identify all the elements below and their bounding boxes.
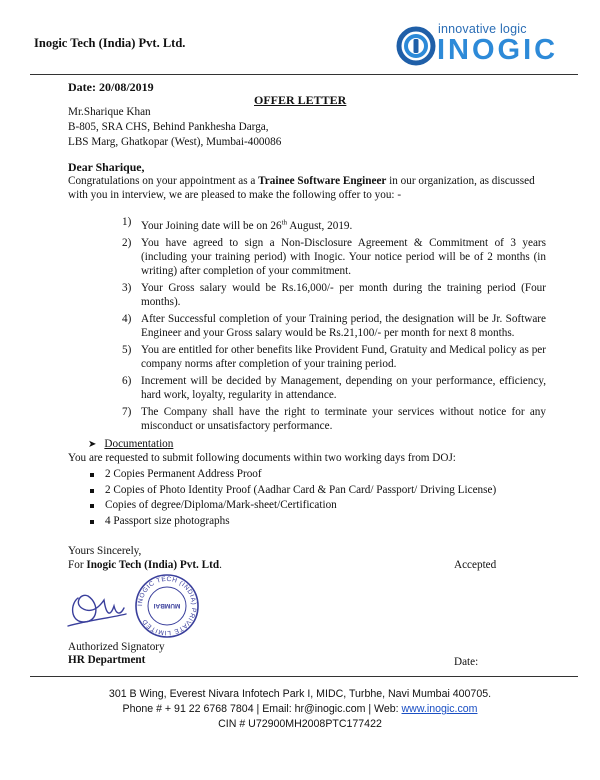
document-item: 4 Passport size photographs [88,514,496,530]
footer-cin: CIN # U72900MH2008PTC177422 [218,718,382,730]
offer-term: 5) You are entitled for other benefits like Provident Fund, Gratuity and Medical policy as per company norms after completion of your training period. [122,343,546,370]
greeting: Dear Sharique, [68,160,145,174]
letter-title: OFFER LETTER [254,93,347,107]
intro-text: in our organization, as discussed with you in interview, we are pleased to make the following offer to you: - [68,175,535,201]
svg-text:MUMBAI: MUMBAI [153,602,181,609]
intro-text: Congratulations on your appointment as a [68,175,259,187]
letter-date: Date: 20/08/2019 [68,80,154,94]
document-item: 2 Copies of Photo Identity Proof (Aadhar Card & Pan Card/ Passport/ Driving License) [88,483,496,499]
authorized-signatory: Authorized Signatory [68,641,165,653]
offer-term: 7) The Company shall have the right to terminate your services without notice for any misconduct or unsatisfactory performance. [122,405,546,432]
signature-and-stamp [60,570,210,642]
header-divider [30,74,578,75]
offer-term: 2) You have agreed to sign a Non-Disclosure Agreement & Commitment of 3 years (including your training period) with Inogic. Your notice period will be of 2 months (in writing) after completion of your commitment. [122,236,546,277]
square-bullet-icon [90,520,94,524]
address-line: B-805, SRA CHS, Behind Pankhesha Darga, [68,121,269,133]
offer-term-text: After Successful completion of your Training period, the designation will be Jr. Software Engineer and your Gross salary would be Rs.21,100/- per month for next 8 months. [141,312,546,339]
offer-term-text: You are entitled for other benefits like Provident Fund, Gratuity and Medical policy as per company norms after completion of your training period. [141,343,546,370]
documentation-heading [88,438,173,450]
company-stamp [136,575,198,637]
address-line: LBS Marg, Ghatkopar (West), Mumbai-400086 [68,136,282,148]
accepted-label: Accepted [454,559,497,571]
footer [0,687,600,732]
role-title: Trainee Software Engineer [258,175,387,187]
website-link[interactable]: www.inogic.com [401,703,478,715]
square-bullet-icon [90,504,94,508]
square-bullet-icon [90,473,94,477]
inogic-logo [396,22,566,72]
recipient-name: Mr.Sharique Khan [68,106,151,118]
hr-department: HR Department [68,654,146,666]
offer-term: 4) After Successful completion of your Training period, the designation will be Jr. Software Engineer and your Gross salary would be Rs.21,100/- per month for next 8 months. [122,312,546,339]
logo-swirl-icon [396,24,436,68]
documents-list [88,467,496,529]
offer-term-text: Increment will be decided by Management, depending on your performance, efficiency, hard work, loyalty, regularity in attendance. [141,374,546,401]
for-company: For Inogic Tech (India) Pvt. Ltd. [68,559,222,571]
square-bullet-icon [90,489,94,493]
handwritten-signature [68,595,126,626]
offer-term-text: The Company shall have the right to terminate your services without notice for any misconduct or unsatisfactory performance. [141,405,546,432]
footer-contact: Phone # + 91 22 6768 7804 | Email: hr@inogic.com | Web: www.inogic.com [122,703,478,715]
logo-tagline: innovative logic [438,22,527,36]
intro-paragraph [68,174,546,202]
offer-terms-list [122,215,546,436]
documentation-label: Documentation [104,438,174,450]
offer-term-text: Your Gross salary would be Rs.16,000/- per month during the training period (Four months). [141,281,546,308]
acceptance-date-label: Date: [454,656,479,668]
footer-divider [30,676,578,677]
footer-address: 301 B Wing, Everest Nivara Infotech Park I, MIDC, Turbhe, Navi Mumbai 400705. [108,688,492,700]
closing: Yours Sincerely, [68,545,142,557]
offer-term: 1) Your Joining date will be on 26th August, 2019. [122,216,353,232]
svg-text:INOGIC TECH (INDIA) PRIVATE LI: INOGIC TECH (INDIA) PRIVATE LIMITED [136,575,198,637]
documentation-intro: You are requested to submit following documents within two working days from DOJ: [68,452,456,464]
arrow-bullet-icon: ➤ [88,439,97,450]
offer-term-text: Your Joining date will be on 26th August, 2019. [141,218,353,232]
document-item: Copies of degree/Diploma/Mark-sheet/Certification [88,498,496,514]
document-item: 2 Copies Permanent Address Proof [88,467,496,483]
logo-wordmark: INOGIC [437,34,559,66]
offer-term: 3) Your Gross salary would be Rs.16,000/- per month during the training period (Four months). [122,281,546,308]
offer-term-text: You have agreed to sign a Non-Disclosure Agreement & Commitment of 3 years (including your training period) with Inogic. Your notice period will be of 2 months (in writing) after completion of your commitment. [141,236,546,277]
recipient-address [68,105,281,150]
company-name: Inogic Tech (India) Pvt. Ltd. [34,36,186,50]
offer-term: 6) Increment will be decided by Management, depending on your performance, efficiency, hard work, loyalty, regularity in attendance. [122,374,546,401]
